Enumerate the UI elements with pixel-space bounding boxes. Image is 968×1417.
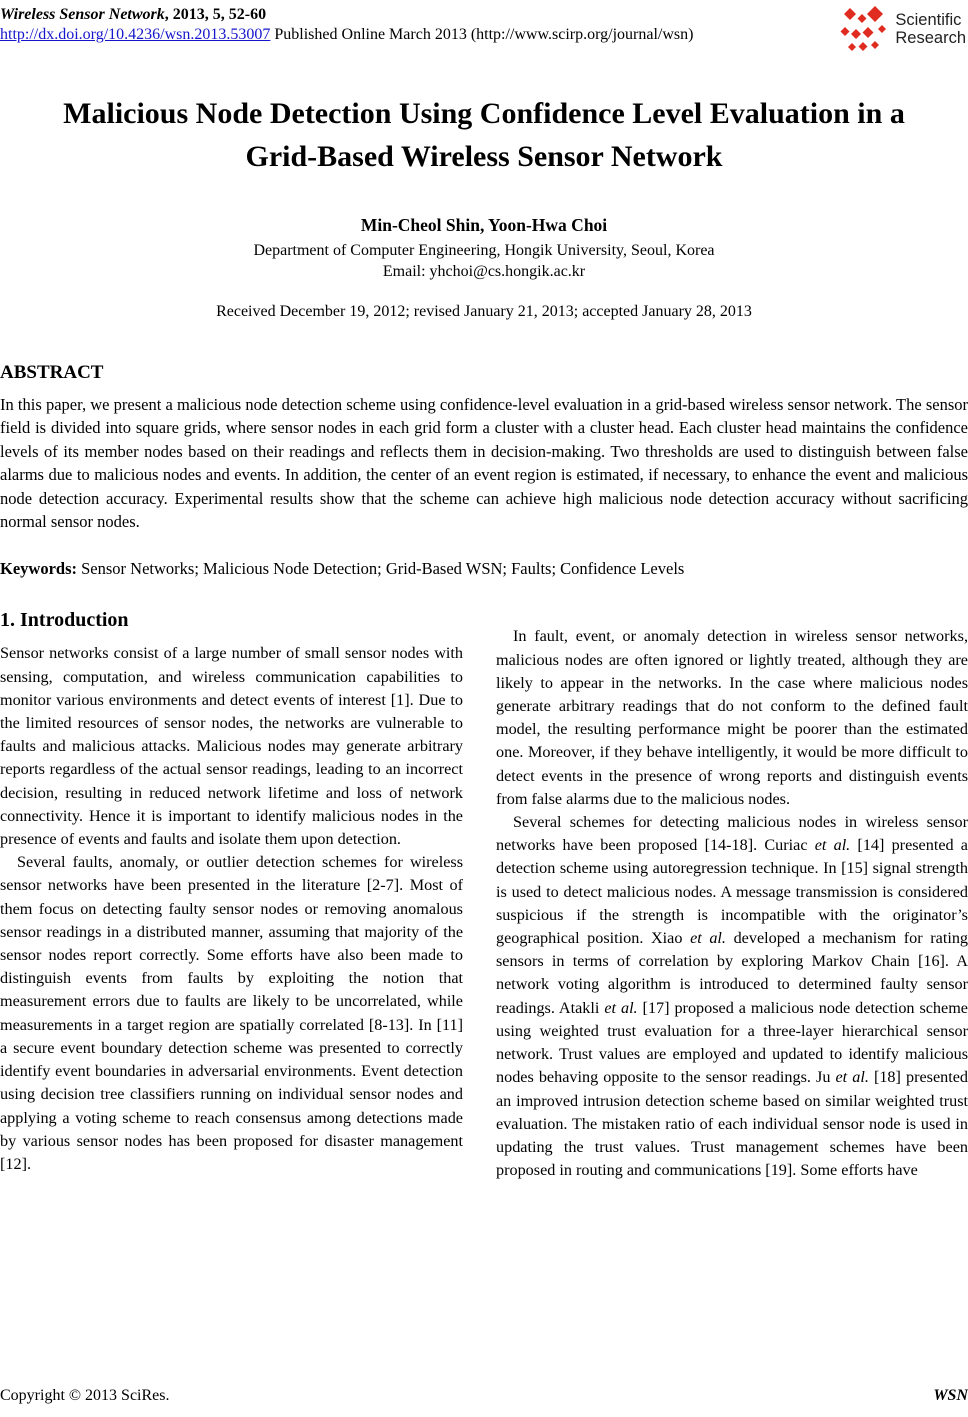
column-gap bbox=[463, 607, 496, 1182]
keywords-text: Sensor Networks; Malicious Node Detection; Grid-Based WSN; Faults; Confidence Levels bbox=[81, 559, 685, 579]
left-column bbox=[0, 607, 463, 1182]
paper-title: Malicious Node Detection Using Confidence Level Evaluation in a Grid-Based Wireless Sensor Network bbox=[63, 97, 905, 173]
page-footer bbox=[0, 1387, 968, 1405]
intro-paragraph: In fault, event, or anomaly detection in wireless sensor networks, malicious nodes are often ignored or lightly treated, although they are likely to appear in the networks. In the case where malicious nodes generate arbitrary readings that do not conform to the defined fault model, the resulting performance might be poorer than the estimated one. Moreover, if they behave intelligently, it would be more difficult to detect events in the presence of wrong reports and distinguish events from false alarms due to the malicious nodes. bbox=[496, 627, 968, 808]
publisher-logo bbox=[838, 5, 968, 55]
affiliation: Department of Computer Engineering, Hongik University, Seoul, Korea bbox=[253, 242, 715, 259]
diamond-cluster-icon bbox=[838, 5, 890, 55]
abstract-heading: ABSTRACT bbox=[0, 362, 104, 383]
publisher-name-line1: Scientific bbox=[895, 11, 962, 29]
section-heading-introduction: 1. Introduction bbox=[0, 609, 129, 632]
journal-citation-line bbox=[0, 5, 693, 25]
journal-meta bbox=[0, 5, 693, 45]
publisher-name-line2: Research bbox=[895, 29, 966, 47]
page-header bbox=[0, 0, 968, 56]
published-note: Published Online March 2013 (http://www.scirp.org/journal/wsn) bbox=[274, 26, 694, 43]
right-column bbox=[496, 607, 968, 1182]
keywords-line bbox=[0, 557, 968, 580]
body-columns bbox=[0, 607, 968, 1182]
received-dates: Received December 19, 2012; revised January 21, 2013; accepted January 28, 2013 bbox=[216, 303, 752, 320]
copyright-notice: Copyright © 2013 SciRes. bbox=[0, 1387, 170, 1404]
intro-paragraph: Sensor networks consist of a large number of small sensor nodes with sensing, computation, and wireless communication capabilities to monitor various environments and detect events of interest [1]. Due to the limited resources of sensor nodes, the networks are vulnerable to faults and malicious attacks. Malicious nodes may generate arbitrary reports regardless of the actual sensor readings, leading to an incorrect decision, resulting in reduced network lifetime and loss of network connectivity. Hence it is important to identify malicious nodes in the presence of events and faults and isolate them upon detection. bbox=[0, 644, 463, 849]
intro-paragraph: Several schemes for detecting malicious nodes in wireless sensor networks have been proposed [14-18]. Curiac et al. [14] presented a detection scheme using autoregression technique. In [15] signal strength is used to detect malicious nodes. A message transmission is considered suspicious if the strength is incompatible with the originator’s geographical position. Xiao et al. developed a mechanism for rating sensors in terms of correlation by exploring Markov Chain [16]. A network voting algorithm is introduced to determined faulty sensor readings. Atakli et al. [17] proposed a malicious node detection scheme using weighted trust evaluation for a three-layer hierarchical sensor network. Trust values are employed and updated to identify malicious nodes behaving opposite to the sensor readings. Ju et al. [18] presented an improved intrusion detection scheme based on similar weighted trust evaluation. The mistaken ratio of each individual sensor node is used in updating the trust values. Trust management schemes have been proposed in routing and communications [19]. Some efforts have bbox=[496, 813, 968, 1180]
keywords-label: Keywords: bbox=[0, 559, 77, 579]
doi-line bbox=[0, 25, 693, 45]
doi-link[interactable]: http://dx.doi.org/10.4236/wsn.2013.53007 bbox=[0, 26, 271, 43]
journal-abbrev: WSN bbox=[933, 1387, 968, 1404]
authors: Min-Cheol Shin, Yoon-Hwa Choi bbox=[360, 215, 608, 235]
intro-paragraph: Several faults, anomaly, or outlier detection schemes for wireless sensor networks have been presented in the literature [2-7]. Most of them focus on detecting faulty sensor nodes or removing anomalous sensor readings in a distributed manner, assuming that majority of the sensor nodes report correctly. Some efforts have also been made to distinguish events from faults by exploiting the notion that measurement errors due to faults are likely to be uncorrelated, while measurements in a target region are spatially correlated [8-13]. In [11] a secure event boundary detection scheme was presented to correctly identify event boundaries in adversarial environments. Event detection using decision tree classifiers running on individual sensor nodes and applying a voting scheme to reach consensus among detections made by various sensor nodes has been proposed for disaster management [12]. bbox=[0, 853, 463, 1173]
publisher-name bbox=[895, 5, 966, 47]
abstract-text: In this paper, we present a malicious node detection scheme using confidence-level evaluation in a grid-based wireless sensor network. The sensor field is divided into square grids, where sensor nodes in each grid form a cluster with a cluster head. Each cluster head maintains the confidence levels of its member nodes based on their readings and reflects them in decision-making. Two thresholds are used to distinguish between false alarms due to malicious nodes and events. In addition, the center of an event region is estimated, if necessary, to enhance the event and malicious node detection accuracy. Experimental results show that the scheme can achieve high malicious node detection accuracy without sacrificing normal sensor nodes. bbox=[0, 395, 968, 532]
email-line: Email: yhchoi@cs.hongik.ac.kr bbox=[382, 263, 586, 280]
journal-issue: , 2013, 5, 52-60 bbox=[164, 6, 267, 23]
journal-title: Wireless Sensor Network bbox=[0, 6, 165, 23]
